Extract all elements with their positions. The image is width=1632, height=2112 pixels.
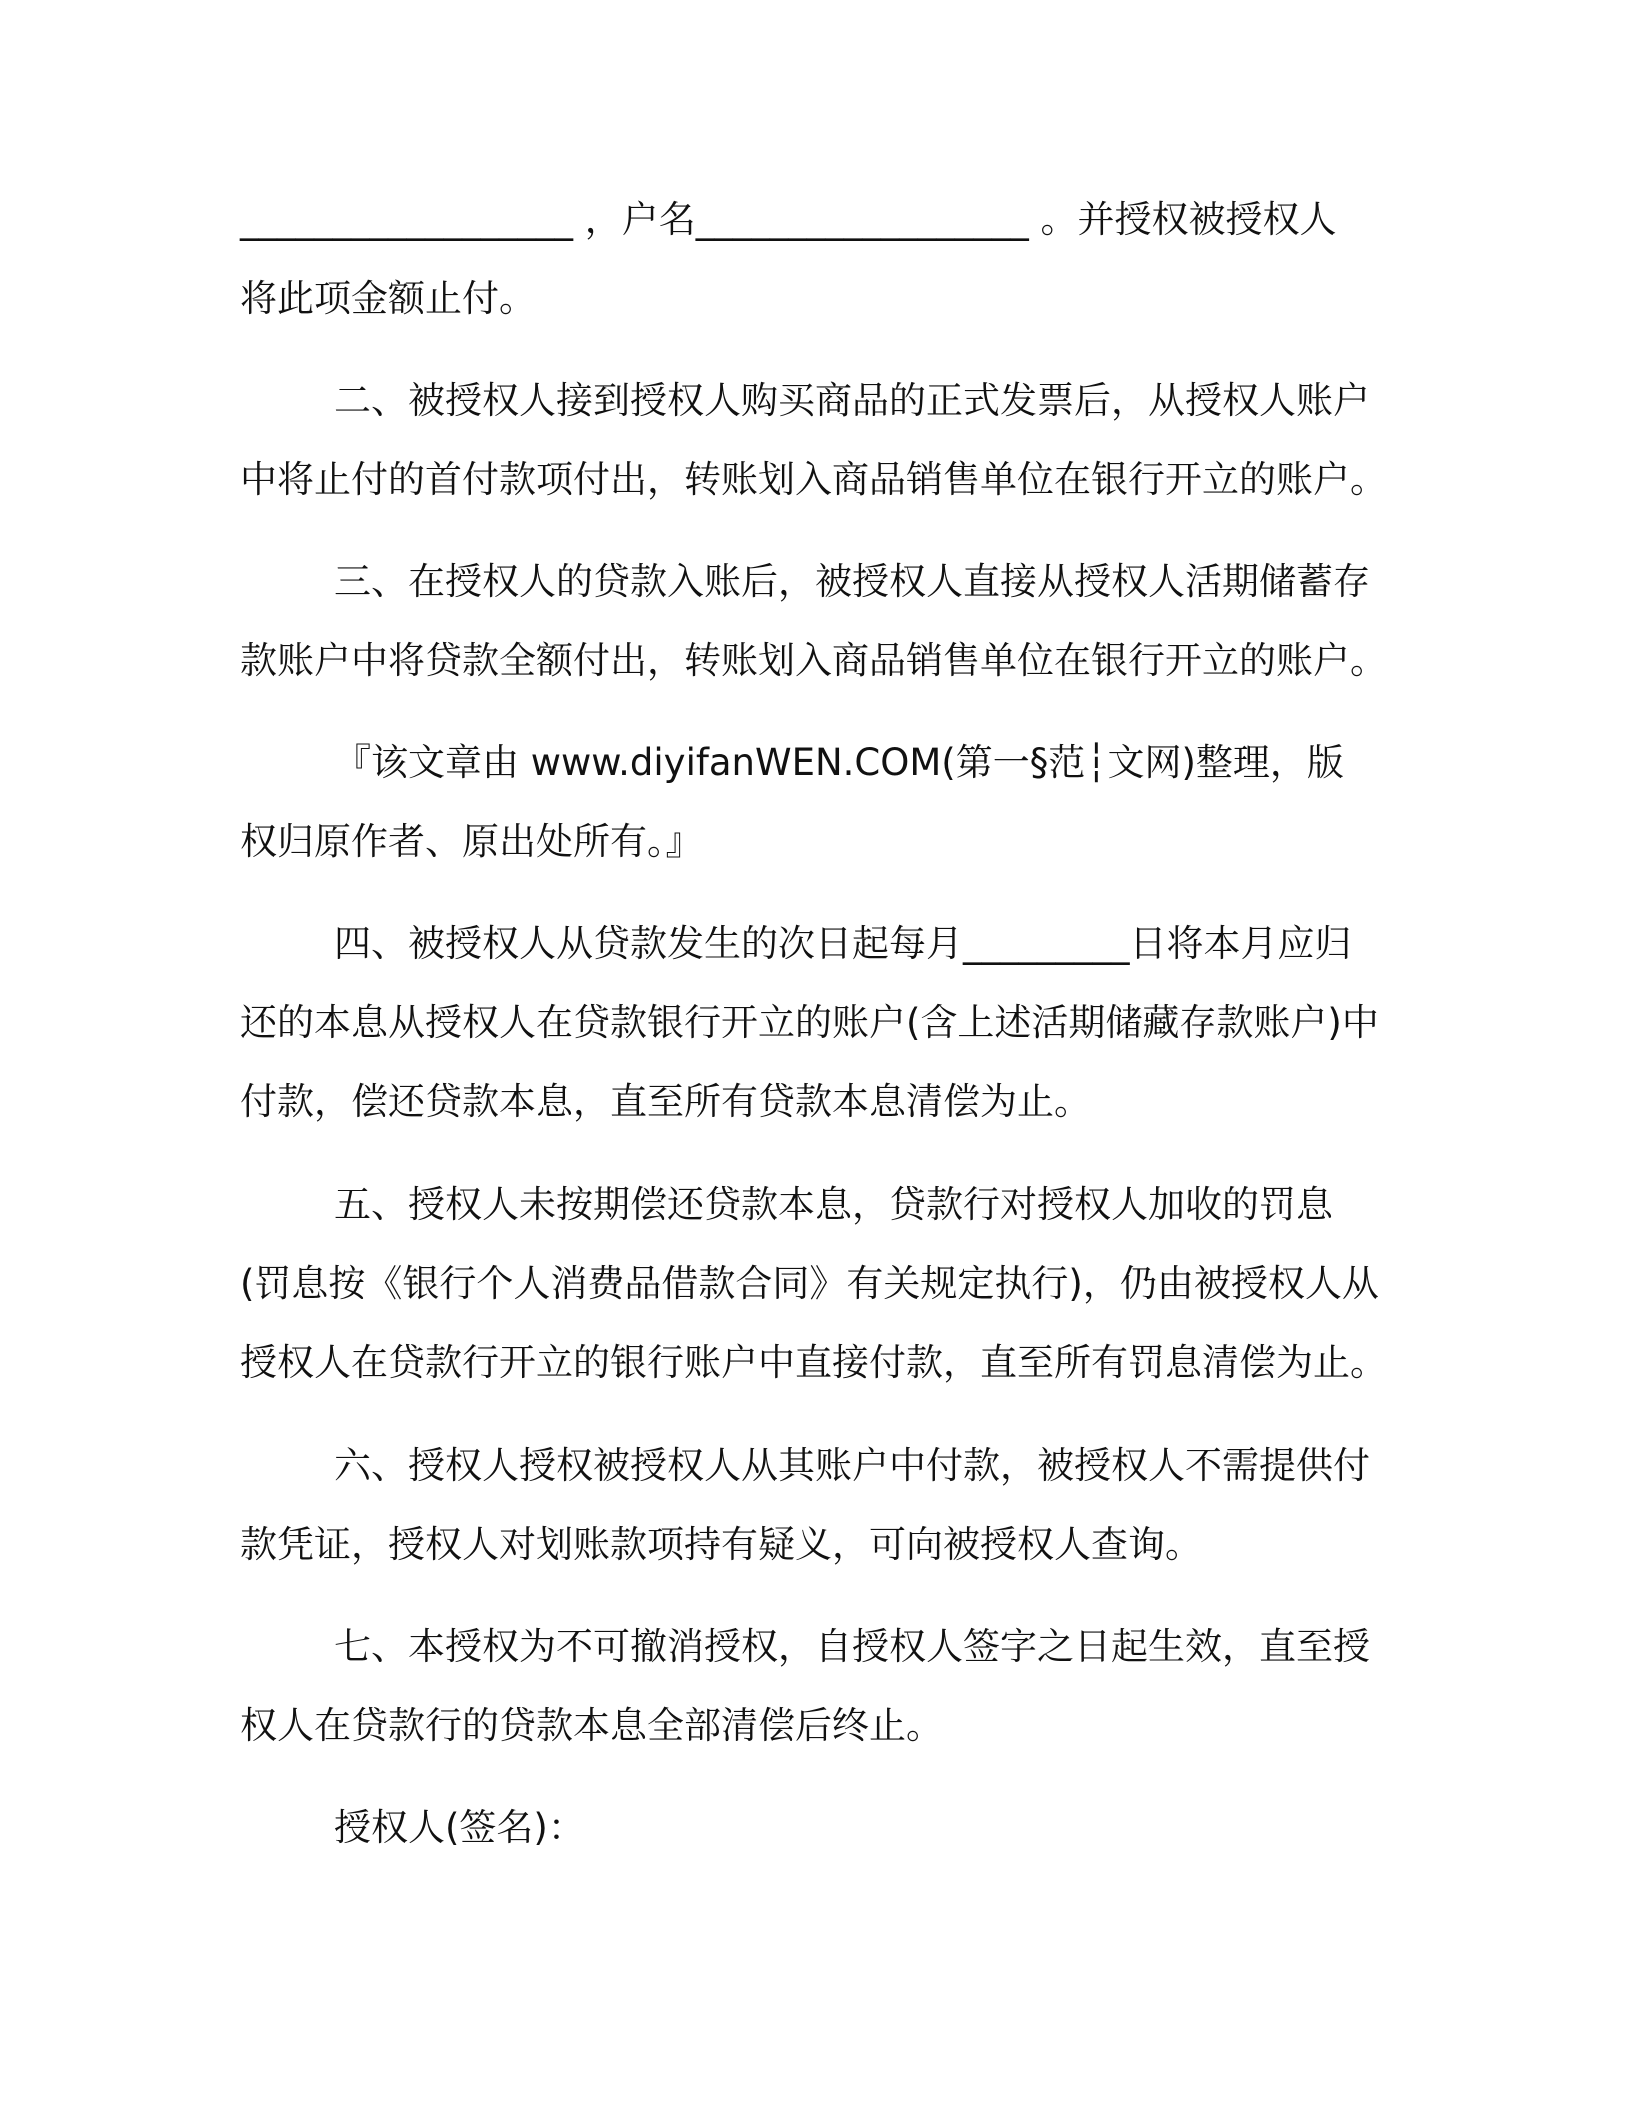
- watermark-note-line-1: 『该文章由 www.diyifanWEN.COM(第一§范┆文网)整理，版: [334, 741, 1344, 784]
- clause-5-line-3: 授权人在贷款行开立的银行账户中直接付款，直至所有罚息清偿为止。: [240, 1341, 1387, 1384]
- intro-line-2: 将此项金额止付。: [240, 277, 536, 320]
- clause-6-line-2: 款凭证，授权人对划账款项持有疑义，可向被授权人查询。: [240, 1523, 1202, 1566]
- clause-4-line-3: 付款，偿还贷款本息，直至所有贷款本息清偿为止。: [240, 1080, 1091, 1123]
- clause-6-paragraph: [240, 1426, 1382, 1584]
- clause-5-line-1: 五、授权人未按期偿还贷款本息，贷款行对授权人加收的罚息: [334, 1183, 1333, 1226]
- clause-4-paragraph: [240, 904, 1382, 1141]
- clause-2-paragraph: [240, 361, 1387, 519]
- intro-paragraph: [240, 180, 1382, 338]
- clause-7-paragraph: [240, 1607, 1382, 1765]
- clause-6-line-1: 六、授权人授权被授权人从其账户中付款，被授权人不需提供付: [334, 1444, 1370, 1487]
- clause-7-line-1: 七、本授权为不可撤消授权，自授权人签字之日起生效，直至授: [334, 1625, 1370, 1668]
- watermark-note-paragraph: [240, 723, 1382, 881]
- signature-label: 授权人(签名)：: [334, 1806, 585, 1849]
- clause-5-paragraph: [240, 1165, 1387, 1402]
- clause-2-line-2: 中将止付的首付款项付出，转账划入商品销售单位在银行开立的账户。: [240, 458, 1387, 501]
- clause-7-line-2: 权人在贷款行的贷款本息全部清偿后终止。: [240, 1704, 943, 1747]
- intro-line-1: __________________ ，户名__________________ 。并授权被授权人: [240, 198, 1337, 241]
- clause-2-line-1: 二、被授权人接到授权人购买商品的正式发票后，从授权人账户: [334, 379, 1370, 422]
- clause-3-paragraph: [240, 542, 1387, 700]
- clause-3-line-2: 款账户中将贷款全额付出，转账划入商品销售单位在银行开立的账户。: [240, 639, 1387, 682]
- clause-5-line-2: (罚息按《银行个人消费品借款合同》有关规定执行)，仍由被授权人从: [240, 1262, 1379, 1305]
- clause-4-line-1: 四、被授权人从贷款发生的次日起每月_________日将本月应归: [334, 922, 1352, 965]
- watermark-note-line-2: 权归原作者、原出处所有。』: [240, 820, 703, 863]
- clause-4-line-2: 还的本息从授权人在贷款银行开立的账户(含上述活期储藏存款账户)中: [240, 1001, 1379, 1044]
- clause-3-line-1: 三、在授权人的贷款入账后，被授权人直接从授权人活期储蓄存: [334, 560, 1370, 603]
